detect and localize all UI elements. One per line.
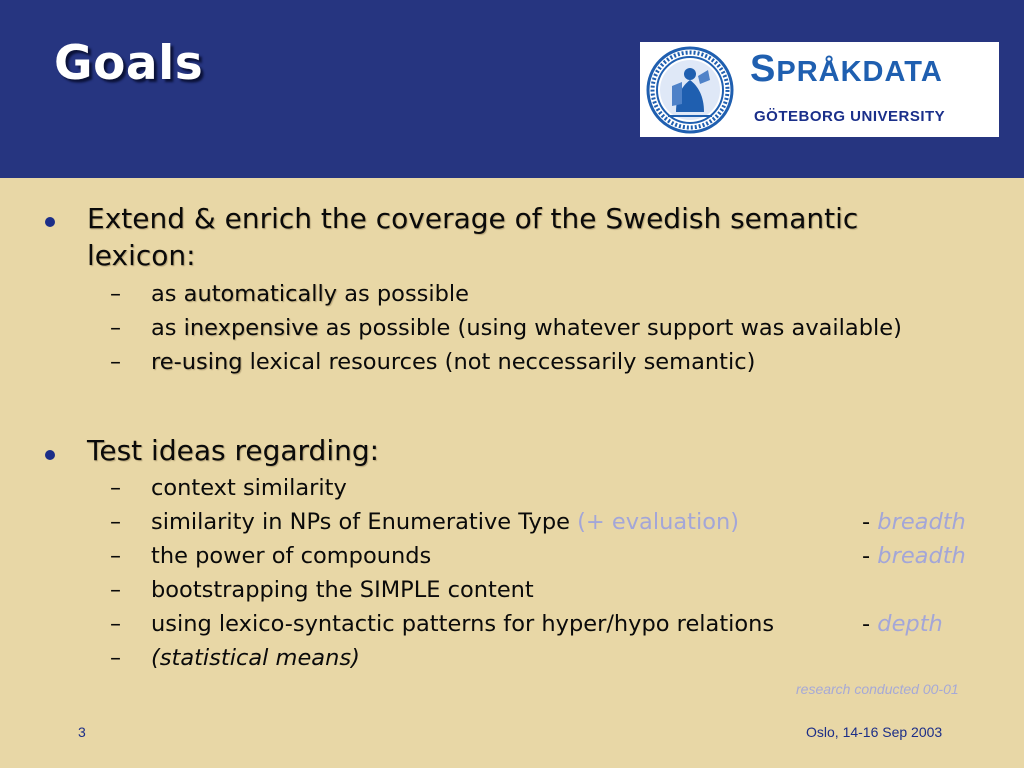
sub-bullet-dash: – bbox=[110, 350, 121, 375]
university-seal-icon bbox=[646, 46, 734, 134]
sub-bullet: as inexpensive as possible (using whatever support was available) bbox=[151, 315, 902, 341]
logo-wordmark: SPRÅKDATA bbox=[750, 48, 943, 90]
sub-bullet: using lexico-syntactic patterns for hyper/hypo relations bbox=[151, 611, 775, 637]
sub-bullet-dash: – bbox=[110, 510, 121, 535]
sub-bullet-dash: – bbox=[110, 476, 121, 501]
page-number: 3 bbox=[78, 724, 86, 740]
bullet-dot bbox=[45, 217, 55, 227]
bullet-dot bbox=[45, 450, 55, 460]
sub-bullet-dash: – bbox=[110, 544, 121, 569]
bullet-text-continuation: lexicon: bbox=[87, 239, 196, 272]
sprakdata-logo bbox=[640, 42, 999, 137]
sub-bullet-tag: - breadth bbox=[862, 543, 966, 569]
sub-bullet-tag: - depth bbox=[862, 611, 943, 637]
bullet-text: Test ideas regarding: bbox=[87, 434, 380, 467]
sub-bullet-dash: – bbox=[110, 282, 121, 307]
sub-bullet: bootstrapping the SIMPLE content bbox=[151, 577, 534, 603]
footer-date-location: Oslo, 14-16 Sep 2003 bbox=[806, 724, 943, 740]
sub-bullet-dash: – bbox=[110, 646, 121, 671]
sub-bullet-dash: – bbox=[110, 578, 121, 603]
sub-bullet: the power of compounds bbox=[151, 543, 432, 569]
sub-bullet: (statistical means) bbox=[151, 645, 360, 671]
sub-bullet-dash: – bbox=[110, 612, 121, 637]
logo-subtitle: GÖTEBORG UNIVERSITY bbox=[754, 108, 946, 125]
sub-bullet: similarity in NPs of Enumerative Type (+ evaluation) bbox=[151, 509, 740, 535]
sub-bullet-tag: - breadth bbox=[862, 509, 966, 535]
sub-bullet: context similarity bbox=[151, 475, 347, 501]
bullet-text: Extend & enrich the coverage of the Swedish semantic bbox=[87, 202, 859, 235]
sub-bullet-dash: – bbox=[110, 316, 121, 341]
slide-title: Goals bbox=[54, 36, 204, 91]
research-note: research conducted 00-01 bbox=[796, 681, 959, 697]
sub-bullet: re-using lexical resources (not neccessarily semantic) bbox=[151, 349, 756, 375]
sub-bullet: as automatically as possible bbox=[151, 281, 470, 307]
